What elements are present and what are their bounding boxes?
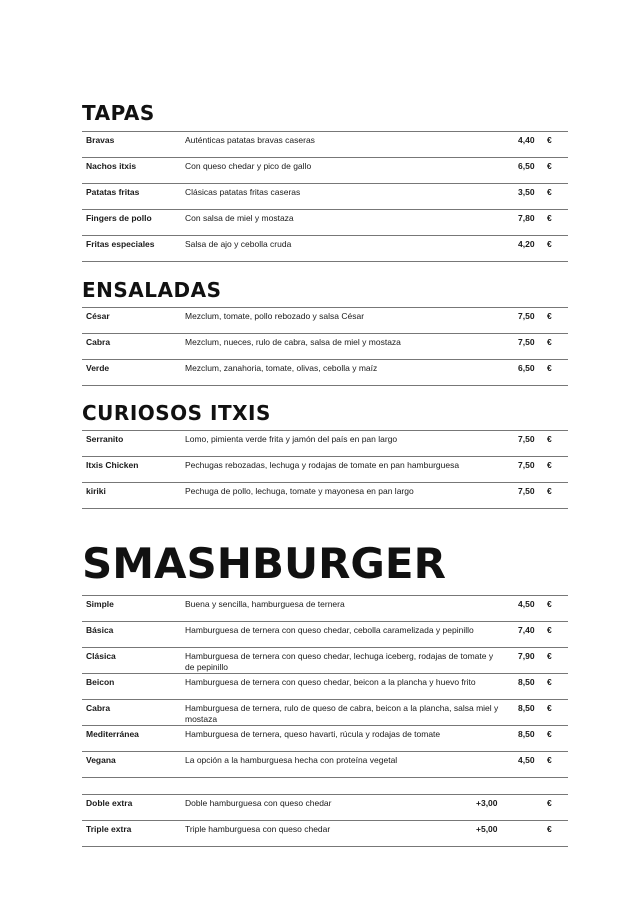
item-price: 7,40	[518, 625, 535, 635]
item-price: 7,50	[518, 337, 535, 347]
menu-row	[82, 359, 568, 385]
item-description: Lomo, pimienta verde frita y jamón del país en pan largo	[185, 434, 398, 444]
currency-symbol: €	[547, 460, 552, 470]
currency-symbol: €	[547, 161, 552, 171]
extra-row	[82, 820, 568, 846]
menu-row	[82, 673, 568, 699]
section-divider	[82, 261, 568, 262]
menu-row	[82, 183, 568, 209]
item-price: 7,50	[518, 311, 535, 321]
item-name: Simple	[86, 599, 114, 609]
menu-row	[82, 699, 568, 725]
menu-row	[82, 307, 568, 333]
menu-row	[82, 235, 568, 261]
currency-symbol: €	[547, 755, 552, 765]
item-name: César	[86, 311, 110, 321]
item-name: Nachos itxis	[86, 161, 137, 171]
extra-row	[82, 794, 568, 820]
item-description: Mezclum, nueces, rulo de cabra, salsa de miel y mostaza	[185, 337, 401, 347]
item-description: Hamburguesa de ternera, queso havarti, rúcula y rodajas de tomate	[185, 729, 441, 739]
menu-row	[82, 157, 568, 183]
currency-symbol: €	[547, 363, 552, 373]
tapas-title: TAPAS	[82, 101, 155, 125]
item-name: Patatas fritas	[86, 187, 140, 197]
currency-symbol: €	[547, 677, 552, 687]
currency-symbol: €	[547, 213, 552, 223]
item-price: 7,50	[518, 486, 535, 496]
currency-symbol: €	[547, 187, 552, 197]
curiosos-title: CURIOSOS ITXIS	[82, 401, 271, 425]
currency-symbol: €	[547, 703, 552, 713]
item-name: Mediterránea	[86, 729, 139, 739]
menu-row	[82, 621, 568, 647]
item-description: Con queso chedar y pico de gallo	[185, 161, 312, 171]
item-name: kiriki	[86, 486, 106, 496]
currency-symbol: €	[547, 135, 552, 145]
item-price: 6,50	[518, 363, 535, 373]
currency-symbol: €	[547, 337, 552, 347]
item-name: Beicon	[86, 677, 115, 687]
item-description: Hamburguesa de ternera con queso chedar, beicon a la plancha y huevo frito	[185, 677, 476, 687]
smashburger-list	[82, 595, 568, 794]
menu-row	[82, 430, 568, 456]
currency-symbol: €	[547, 434, 552, 444]
item-description: Hamburguesa de ternera con queso chedar, lechuga iceberg, rodajas de tomate y de pepinillo	[185, 651, 494, 672]
smashburger-title: SMASHBURGER	[82, 539, 446, 588]
item-price: 7,80	[518, 213, 535, 223]
item-name: Cabra	[86, 337, 111, 347]
currency-symbol: €	[547, 798, 552, 808]
tapas-section	[82, 103, 568, 262]
item-description: Salsa de ajo y cebolla cruda	[185, 239, 292, 249]
item-price: 8,50	[518, 703, 535, 713]
currency-symbol: €	[547, 824, 552, 834]
menu-row	[82, 595, 568, 621]
item-name: Vegana	[86, 755, 116, 765]
item-name: Itxis Chicken	[86, 460, 139, 470]
menu-row	[82, 725, 568, 751]
item-name: Bravas	[86, 135, 115, 145]
item-description: Clásicas patatas fritas caseras	[185, 187, 301, 197]
item-name: Serranito	[86, 434, 124, 444]
currency-symbol: €	[547, 729, 552, 739]
item-name: Cabra	[86, 703, 111, 713]
ensaladas-list	[82, 307, 568, 386]
menu-row	[82, 333, 568, 359]
extras-list	[82, 794, 568, 847]
item-description: Hamburguesa de ternera con queso chedar, cebolla caramelizada y pepinillo	[185, 625, 474, 635]
menu-row	[82, 209, 568, 235]
item-price: 7,90	[518, 651, 535, 661]
item-name: Fritas especiales	[86, 239, 155, 249]
menu-row	[82, 647, 568, 673]
currency-symbol: €	[547, 486, 552, 496]
tapas-list	[82, 131, 568, 262]
menu-row	[82, 482, 568, 508]
item-description: Pechuga de pollo, lechuga, tomate y mayonesa en pan largo	[185, 486, 414, 496]
extra-name: Triple extra	[86, 824, 132, 834]
item-description: Mezclum, zanahoria, tomate, olivas, cebolla y maíz	[185, 363, 378, 373]
menu-row	[82, 456, 568, 482]
item-description: Con salsa de miel y mostaza	[185, 213, 294, 223]
currency-symbol: €	[547, 625, 552, 635]
ensaladas-title: ENSALADAS	[82, 278, 222, 302]
item-name: Clásica	[86, 651, 116, 661]
extra-name: Doble extra	[86, 798, 133, 808]
section-divider	[82, 508, 568, 509]
item-price: 4,50	[518, 599, 535, 609]
section-divider	[82, 846, 568, 847]
extra-description: Doble hamburguesa con queso chedar	[185, 798, 332, 808]
item-description: Hamburguesa de ternera, rulo de queso de cabra, beicon a la plancha, salsa miel y mostaza	[185, 703, 499, 724]
menu-row	[82, 751, 568, 777]
menu-row	[82, 131, 568, 157]
item-price: 4,40	[518, 135, 535, 145]
extra-price: +5,00	[476, 824, 498, 834]
item-price: 4,50	[518, 755, 535, 765]
currency-symbol: €	[547, 599, 552, 609]
item-name: Básica	[86, 625, 114, 635]
ensaladas-section	[82, 280, 568, 386]
item-price: 7,50	[518, 434, 535, 444]
item-name: Verde	[86, 363, 110, 373]
item-price: 3,50	[518, 187, 535, 197]
currency-symbol: €	[547, 239, 552, 249]
section-divider	[82, 385, 568, 386]
item-description: Pechugas rebozadas, lechuga y rodajas de tomate en pan hamburguesa	[185, 460, 460, 470]
item-description: Buena y sencilla, hamburguesa de ternera	[185, 599, 345, 609]
item-price: 8,50	[518, 677, 535, 687]
item-description: La opción a la hamburguesa hecha con proteína vegetal	[185, 755, 398, 765]
item-price: 6,50	[518, 161, 535, 171]
section-divider	[82, 777, 568, 794]
extra-description: Triple hamburguesa con queso chedar	[185, 824, 331, 834]
item-description: Auténticas patatas bravas caseras	[185, 135, 315, 145]
item-price: 8,50	[518, 729, 535, 739]
smashburger-section	[82, 541, 568, 847]
curiosos-list	[82, 430, 568, 509]
currency-symbol: €	[547, 651, 552, 661]
item-description: Mezclum, tomate, pollo rebozado y salsa César	[185, 311, 365, 321]
item-name: Fingers de pollo	[86, 213, 152, 223]
item-price: 4,20	[518, 239, 535, 249]
item-price: 7,50	[518, 460, 535, 470]
currency-symbol: €	[547, 311, 552, 321]
curiosos-section	[82, 403, 568, 509]
extra-price: +3,00	[476, 798, 498, 808]
